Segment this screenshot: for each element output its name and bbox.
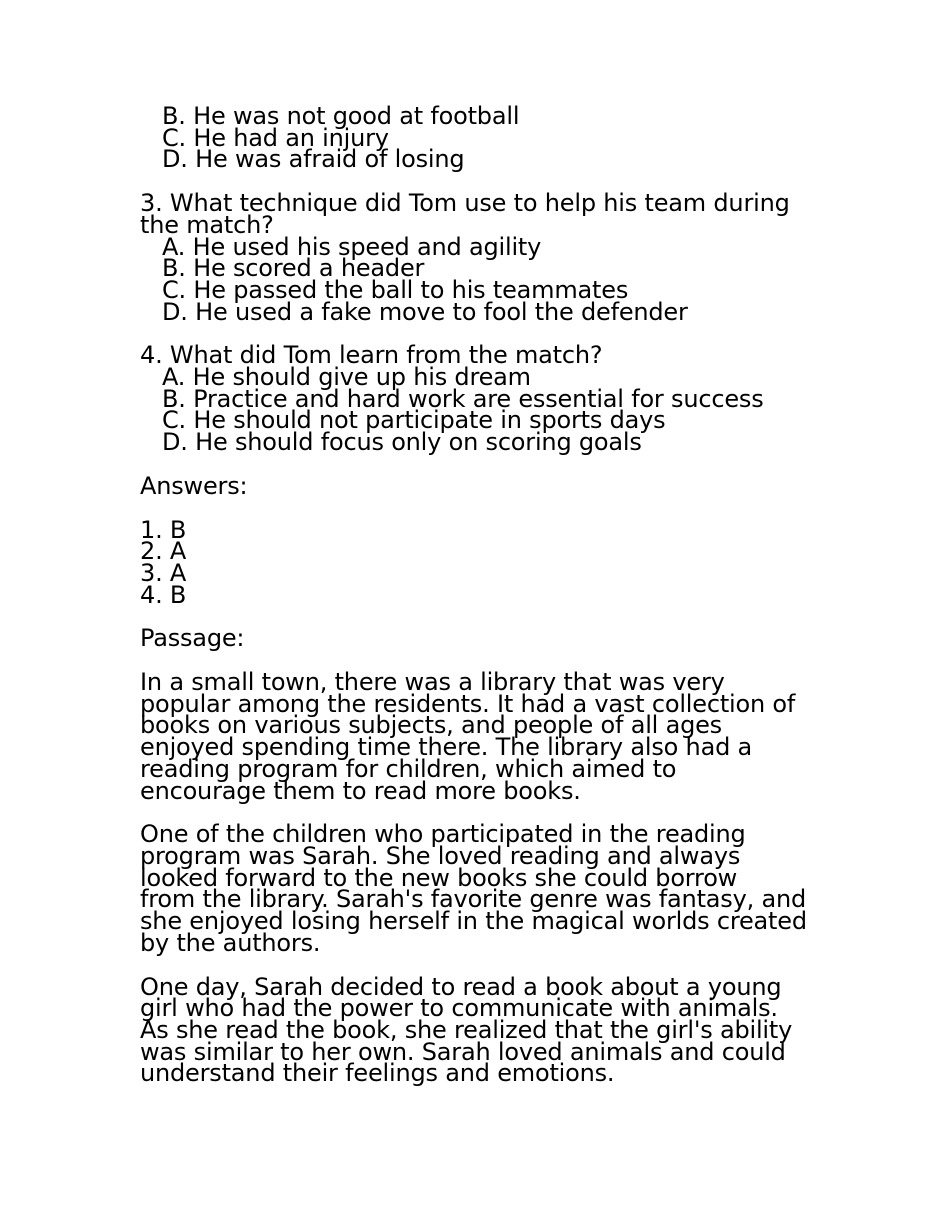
question-3-text-line-2: the match? [140, 210, 274, 239]
passage-line: In a small town, there was a library that was very [140, 668, 725, 697]
passage-line: enjoyed spending time there. The library also had a [140, 733, 753, 762]
passage-line: from the library. Sarah's favorite genre was fantasy, and [140, 885, 807, 914]
option-4b: B. Practice and hard work are essential for success [162, 384, 764, 413]
option-2c: C. He had an injury [162, 123, 389, 152]
passage-heading: Passage: [140, 624, 245, 653]
answer-3: 3. A [140, 558, 187, 587]
passage-line: encourage them to read more books. [140, 776, 581, 805]
answer-1: 1. B [140, 515, 187, 544]
passage-line: As she read the book, she realized that the girl's ability [140, 1015, 793, 1044]
passage-line: was similar to her own. Sarah loved animals and could [140, 1037, 786, 1066]
document-page [140, 102, 820, 1107]
answers-list [140, 515, 820, 609]
passage-line: reading program for children, which aimed to [140, 754, 677, 783]
option-3c: C. He passed the ball to his teammates [162, 275, 629, 304]
option-3d: D. He used a fake move to fool the defender [162, 297, 688, 326]
answer-2: 2. A [140, 537, 187, 566]
question-3 [140, 189, 820, 326]
question-4-text: 4. What did Tom learn from the match? [140, 341, 603, 370]
passage-line: girl who had the power to communicate with animals. [140, 994, 778, 1023]
passage-line: by the authors. [140, 928, 321, 957]
option-4c: C. He should not participate in sports days [162, 406, 666, 435]
answers-heading-block [140, 471, 820, 500]
passage-heading-block [140, 624, 820, 653]
passage-line: popular among the residents. It had a vast collection of [140, 689, 796, 718]
passage-paragraph-2 [140, 820, 820, 957]
passage-line: One day, Sarah decided to read a book about a young [140, 972, 782, 1001]
option-4d: D. He should focus only on scoring goals [162, 428, 642, 457]
question-2-options [140, 102, 820, 174]
passage-line: books on various subjects, and people of all ages [140, 711, 722, 740]
passage-paragraph-1 [140, 668, 820, 805]
option-4a: A. He should give up his dream [162, 363, 531, 392]
option-3a: A. He used his speed and agility [162, 232, 542, 261]
passage-paragraph-3 [140, 972, 820, 1088]
option-2d: D. He was afraid of losing [162, 145, 465, 174]
passage-line: understand their feelings and emotions. [140, 1059, 615, 1088]
answers-heading: Answers: [140, 471, 248, 500]
option-3b: B. He scored a header [162, 254, 425, 283]
question-4 [140, 341, 820, 457]
passage-line: looked forward to the new books she could borrow [140, 863, 738, 892]
question-3-text-line-1: 3. What technique did Tom use to help his team during [140, 189, 790, 218]
option-2b: B. He was not good at football [162, 102, 520, 130]
answer-4: 4. B [140, 580, 187, 609]
passage-line: program was Sarah. She loved reading and always [140, 841, 741, 870]
passage-line: One of the children who participated in the reading [140, 820, 746, 849]
passage-line: she enjoyed losing herself in the magical worlds created [140, 907, 807, 936]
